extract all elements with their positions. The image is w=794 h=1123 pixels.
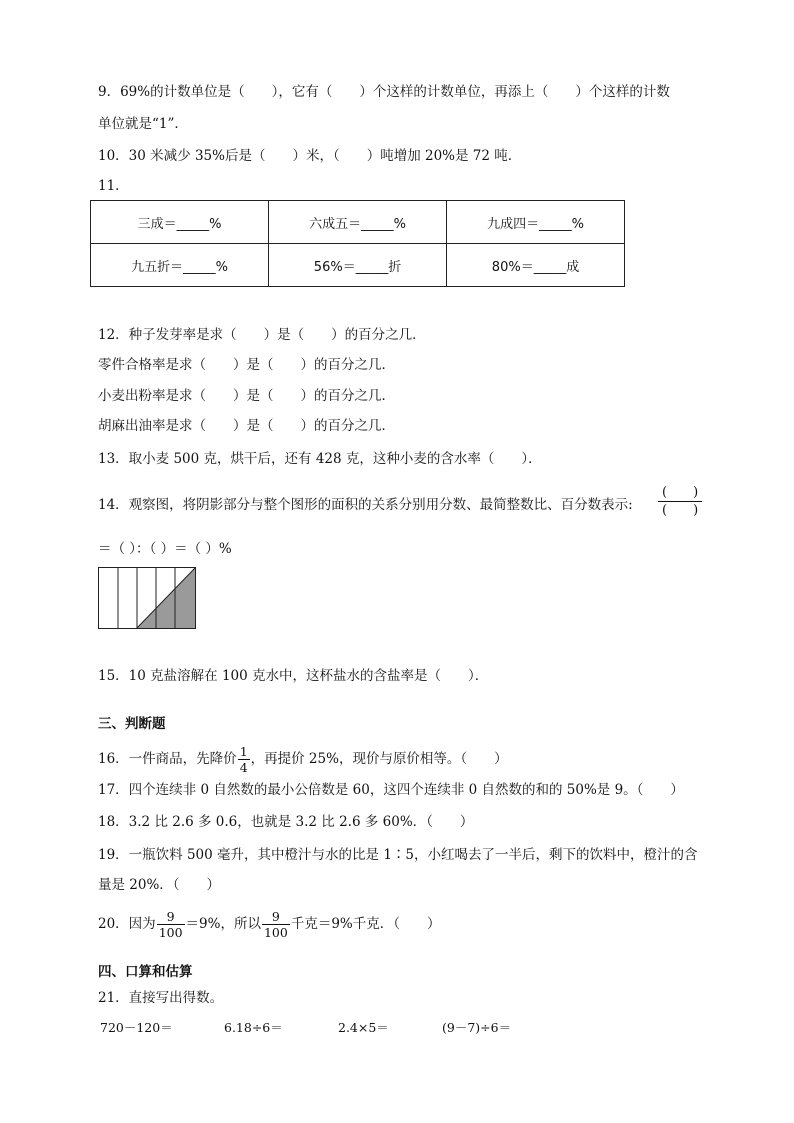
table-row — [91, 201, 625, 244]
q14-line1: 14．观察图，将阴影部分与整个图形的面积的关系分别用分数、最简整数比、百分数表示: — [98, 497, 633, 513]
q9-line2: 单位就是“1”． — [98, 116, 188, 132]
calc-item: 720－120＝ — [100, 1020, 173, 1035]
q10: 10．30 米减少 35%后是（ ）米，（ ）吨增加 20%是 72 吨． — [98, 148, 522, 164]
calc-item: 2.4×5＝ — [338, 1020, 389, 1035]
q14-line2: ＝（ ）：（ ）＝（ ）% — [98, 541, 232, 557]
table-cell: 56%＝_____折 — [269, 244, 447, 287]
shaded-figure-svg — [98, 567, 196, 629]
q13: 13．取小麦 500 克，烘干后，还有 428 克，这种小麦的含水率（ ）． — [98, 451, 542, 467]
fraction-numerator: 9 — [157, 909, 185, 925]
calc-item: (9－7)÷6＝ — [442, 1020, 512, 1035]
q11-label: 11． — [98, 178, 129, 194]
table-cell: 三成＝_____% — [91, 201, 269, 244]
q12-line4: 胡麻出油率是求（ ）是（ ）的百分之几． — [98, 418, 395, 434]
table-cell: 六成五＝_____% — [269, 201, 447, 244]
q18: 18．3.2 比 2.6 多 0.6，也就是 3.2 比 2.6 多 60%．（ ） — [98, 814, 474, 830]
fraction — [157, 909, 185, 940]
q12-line3: 小麦出粉率是求（ ）是（ ）的百分之几． — [98, 388, 395, 404]
q16 — [98, 744, 508, 775]
fraction-denominator: ( ) — [662, 503, 699, 518]
calc-item: 6.18÷6＝ — [224, 1020, 283, 1035]
fraction-numerator: ( ) — [658, 484, 702, 502]
q15: 15．10 克盐溶解在 100 克水中，这杯盐水的含盐率是（ ）． — [98, 668, 489, 684]
fraction — [262, 909, 290, 940]
q12-line1: 12．种子发芽率是求（ ）是（ ）的百分之几． — [98, 327, 426, 343]
fraction — [238, 744, 250, 775]
q20 — [98, 909, 441, 940]
q19-line2: 量是 20%．（ ） — [98, 877, 221, 893]
section-heading-mental-math: 四、口算和估算 — [98, 964, 193, 980]
table-cell: 九五折＝_____% — [91, 244, 269, 287]
fraction-denominator: 100 — [158, 925, 183, 940]
fraction-numerator: 9 — [262, 909, 290, 925]
q20-mid: ＝9%，所以 — [185, 916, 261, 932]
fraction-denominator: 100 — [263, 925, 288, 940]
table-cell: 80%＝_____成 — [447, 244, 625, 287]
fraction-denominator: 4 — [239, 760, 248, 775]
q21-label: 21．直接写出得数。 — [98, 990, 224, 1006]
q20-post: 千克＝9%千克．（ ） — [290, 916, 441, 932]
q16-pre: 16．一件商品，先降价 — [98, 751, 237, 767]
shaded-rectangle-figure — [98, 567, 196, 633]
conversion-table — [90, 200, 625, 287]
fraction-numerator: 1 — [239, 744, 248, 759]
q17: 17．四个连续非 0 自然数的最小公倍数是 60，这四个连续非 0 自然数的和的 50%是 9。（ ） — [98, 782, 684, 798]
q19-line1: 19．一瓶饮料 500 毫升，其中橙汁与水的比是 1∶5，小红喝去了一半后，剩下的饮料中，橙汁的含 — [98, 847, 698, 863]
q20-pre: 20．因为 — [98, 916, 156, 932]
q9-line1: 9．69%的计数单位是（ ），它有（ ）个这样的计数单位，再添上（ ）个这样的计数 — [98, 84, 670, 100]
table-cell: 九成四＝_____% — [447, 201, 625, 244]
q12-line2: 零件合格率是求（ ）是（ ）的百分之几． — [98, 357, 395, 373]
section-heading-judgment: 三、判断题 — [98, 716, 166, 732]
q14-blank-fraction — [658, 484, 702, 519]
table-row — [91, 244, 625, 287]
q16-post: ，再提价 25%，现价与原价相等。（ ） — [250, 751, 508, 767]
